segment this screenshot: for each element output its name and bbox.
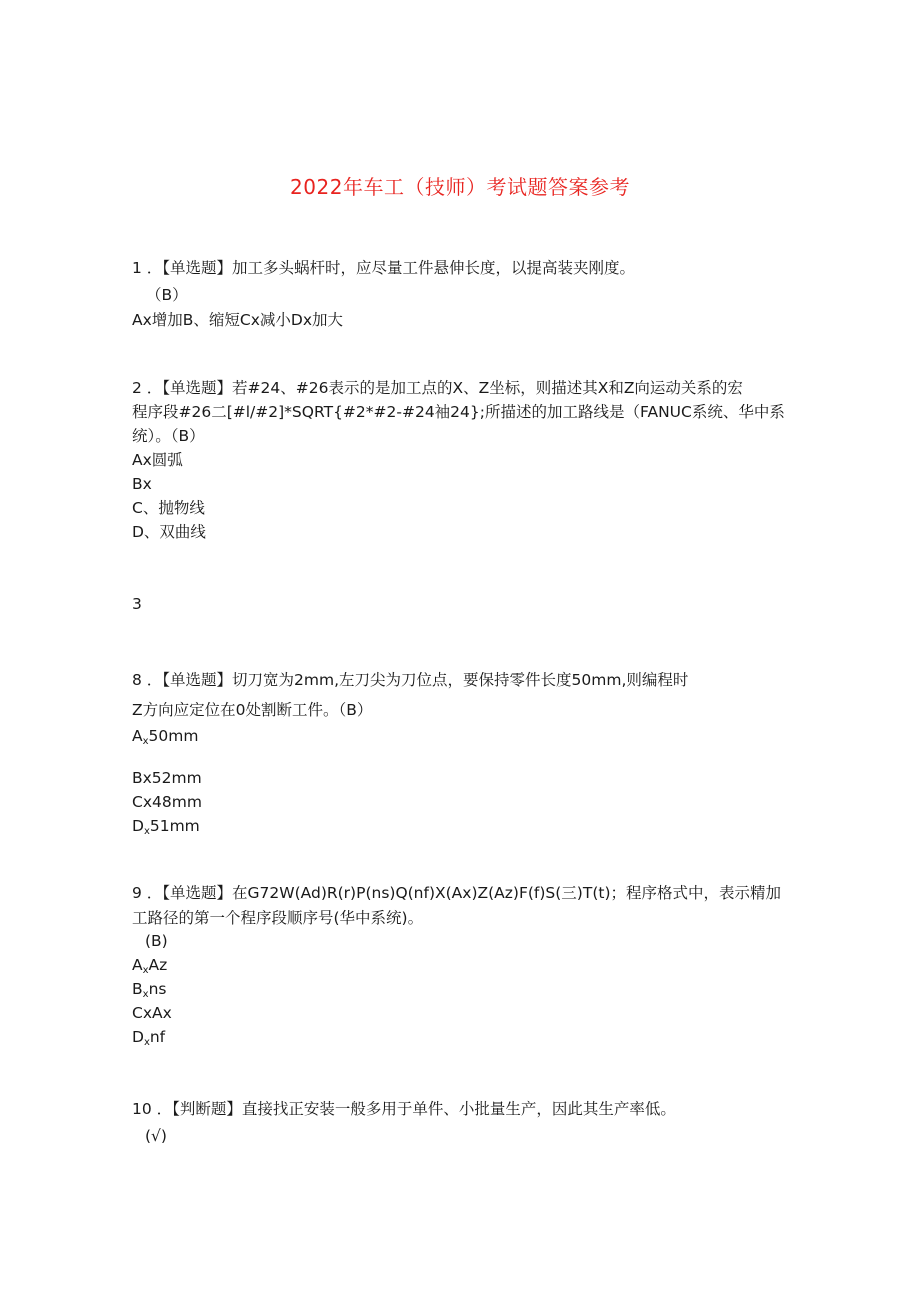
option-letter: D [132, 817, 144, 835]
question-2-option-d: D、双曲线 [132, 523, 206, 541]
question-2-option-b: Bx [132, 475, 152, 493]
question-2-option-a: Ax圆弧 [132, 451, 183, 469]
option-text: Az [148, 956, 168, 974]
option-subscript: x [142, 989, 149, 1000]
question-2-stem-line-3: 统）。（B） [132, 427, 205, 445]
question-8-option-b: Bx52mm [132, 769, 202, 787]
option-subscript: x [143, 1037, 150, 1048]
option-text: 50mm [148, 727, 199, 745]
page-title: 2022年车工（技师）考试题答案参考 [290, 175, 630, 199]
question-2-stem-line-2: 程序段#26二[#l/#2]*SQRT{#2*#2-#24袖24};所描述的加工路线是（FANUC系统、华中系 [132, 403, 785, 421]
question-1-answer: （B） [146, 286, 188, 304]
question-3-number: 3 [132, 595, 142, 613]
question-9-option-c: CxAx [132, 1004, 172, 1022]
question-8-stem-line-1: 8 ．【单选题】切刀宽为2mm,左刀尖为刀位点，要保持零件长度50mm,则编程时 [132, 671, 689, 689]
option-text: 51mm [149, 817, 200, 835]
question-9-option-d [132, 1026, 165, 1054]
question-8-option-c: Cx48mm [132, 793, 202, 811]
option-subscript: x [142, 965, 149, 976]
question-10-answer: (√) [145, 1127, 167, 1145]
question-10-stem: 10 ．【判断题】直接找正安装一般多用于单件、小批量生产，因此其生产率低。 [132, 1100, 676, 1118]
question-8-option-d [132, 815, 200, 843]
question-1-stem: 1 ．【单选题】加工多头蜗杆时，应尽量工件悬伸长度，以提高装夹刚度。 [132, 259, 636, 277]
option-subscript: x [143, 826, 150, 837]
option-text: ns [148, 980, 167, 998]
option-text: nf [149, 1028, 166, 1046]
option-subscript: x [142, 736, 149, 747]
question-9-answer: (B) [145, 932, 168, 950]
question-2-stem-line-1: 2 ．【单选题】若#24、#26表示的是加工点的X、Z坐标，则描述其X和Z向运动关系的宏 [132, 379, 743, 397]
option-letter: A [132, 727, 143, 745]
question-8-option-a [132, 725, 198, 753]
question-8-stem-line-2: Z方向应定位在0处割断工件。（B） [132, 701, 373, 719]
question-9-stem-line-1: 9 ．【单选题】在G72W(Ad)R(r)P(ns)Q(nf)X(Ax)Z(Az)F(f)S(三)T(t)；程序格式中，表示精加 [132, 884, 781, 902]
option-letter: A [132, 956, 143, 974]
question-1-options: Ax增加B、缩短Cx减小Dx加大 [132, 311, 344, 329]
option-letter: B [132, 980, 143, 998]
option-letter: D [132, 1028, 144, 1046]
question-2-option-c: C、抛物线 [132, 499, 205, 517]
question-9-stem-line-2: 工路径的第一个程序段顺序号(华中系统)。 [132, 909, 424, 927]
